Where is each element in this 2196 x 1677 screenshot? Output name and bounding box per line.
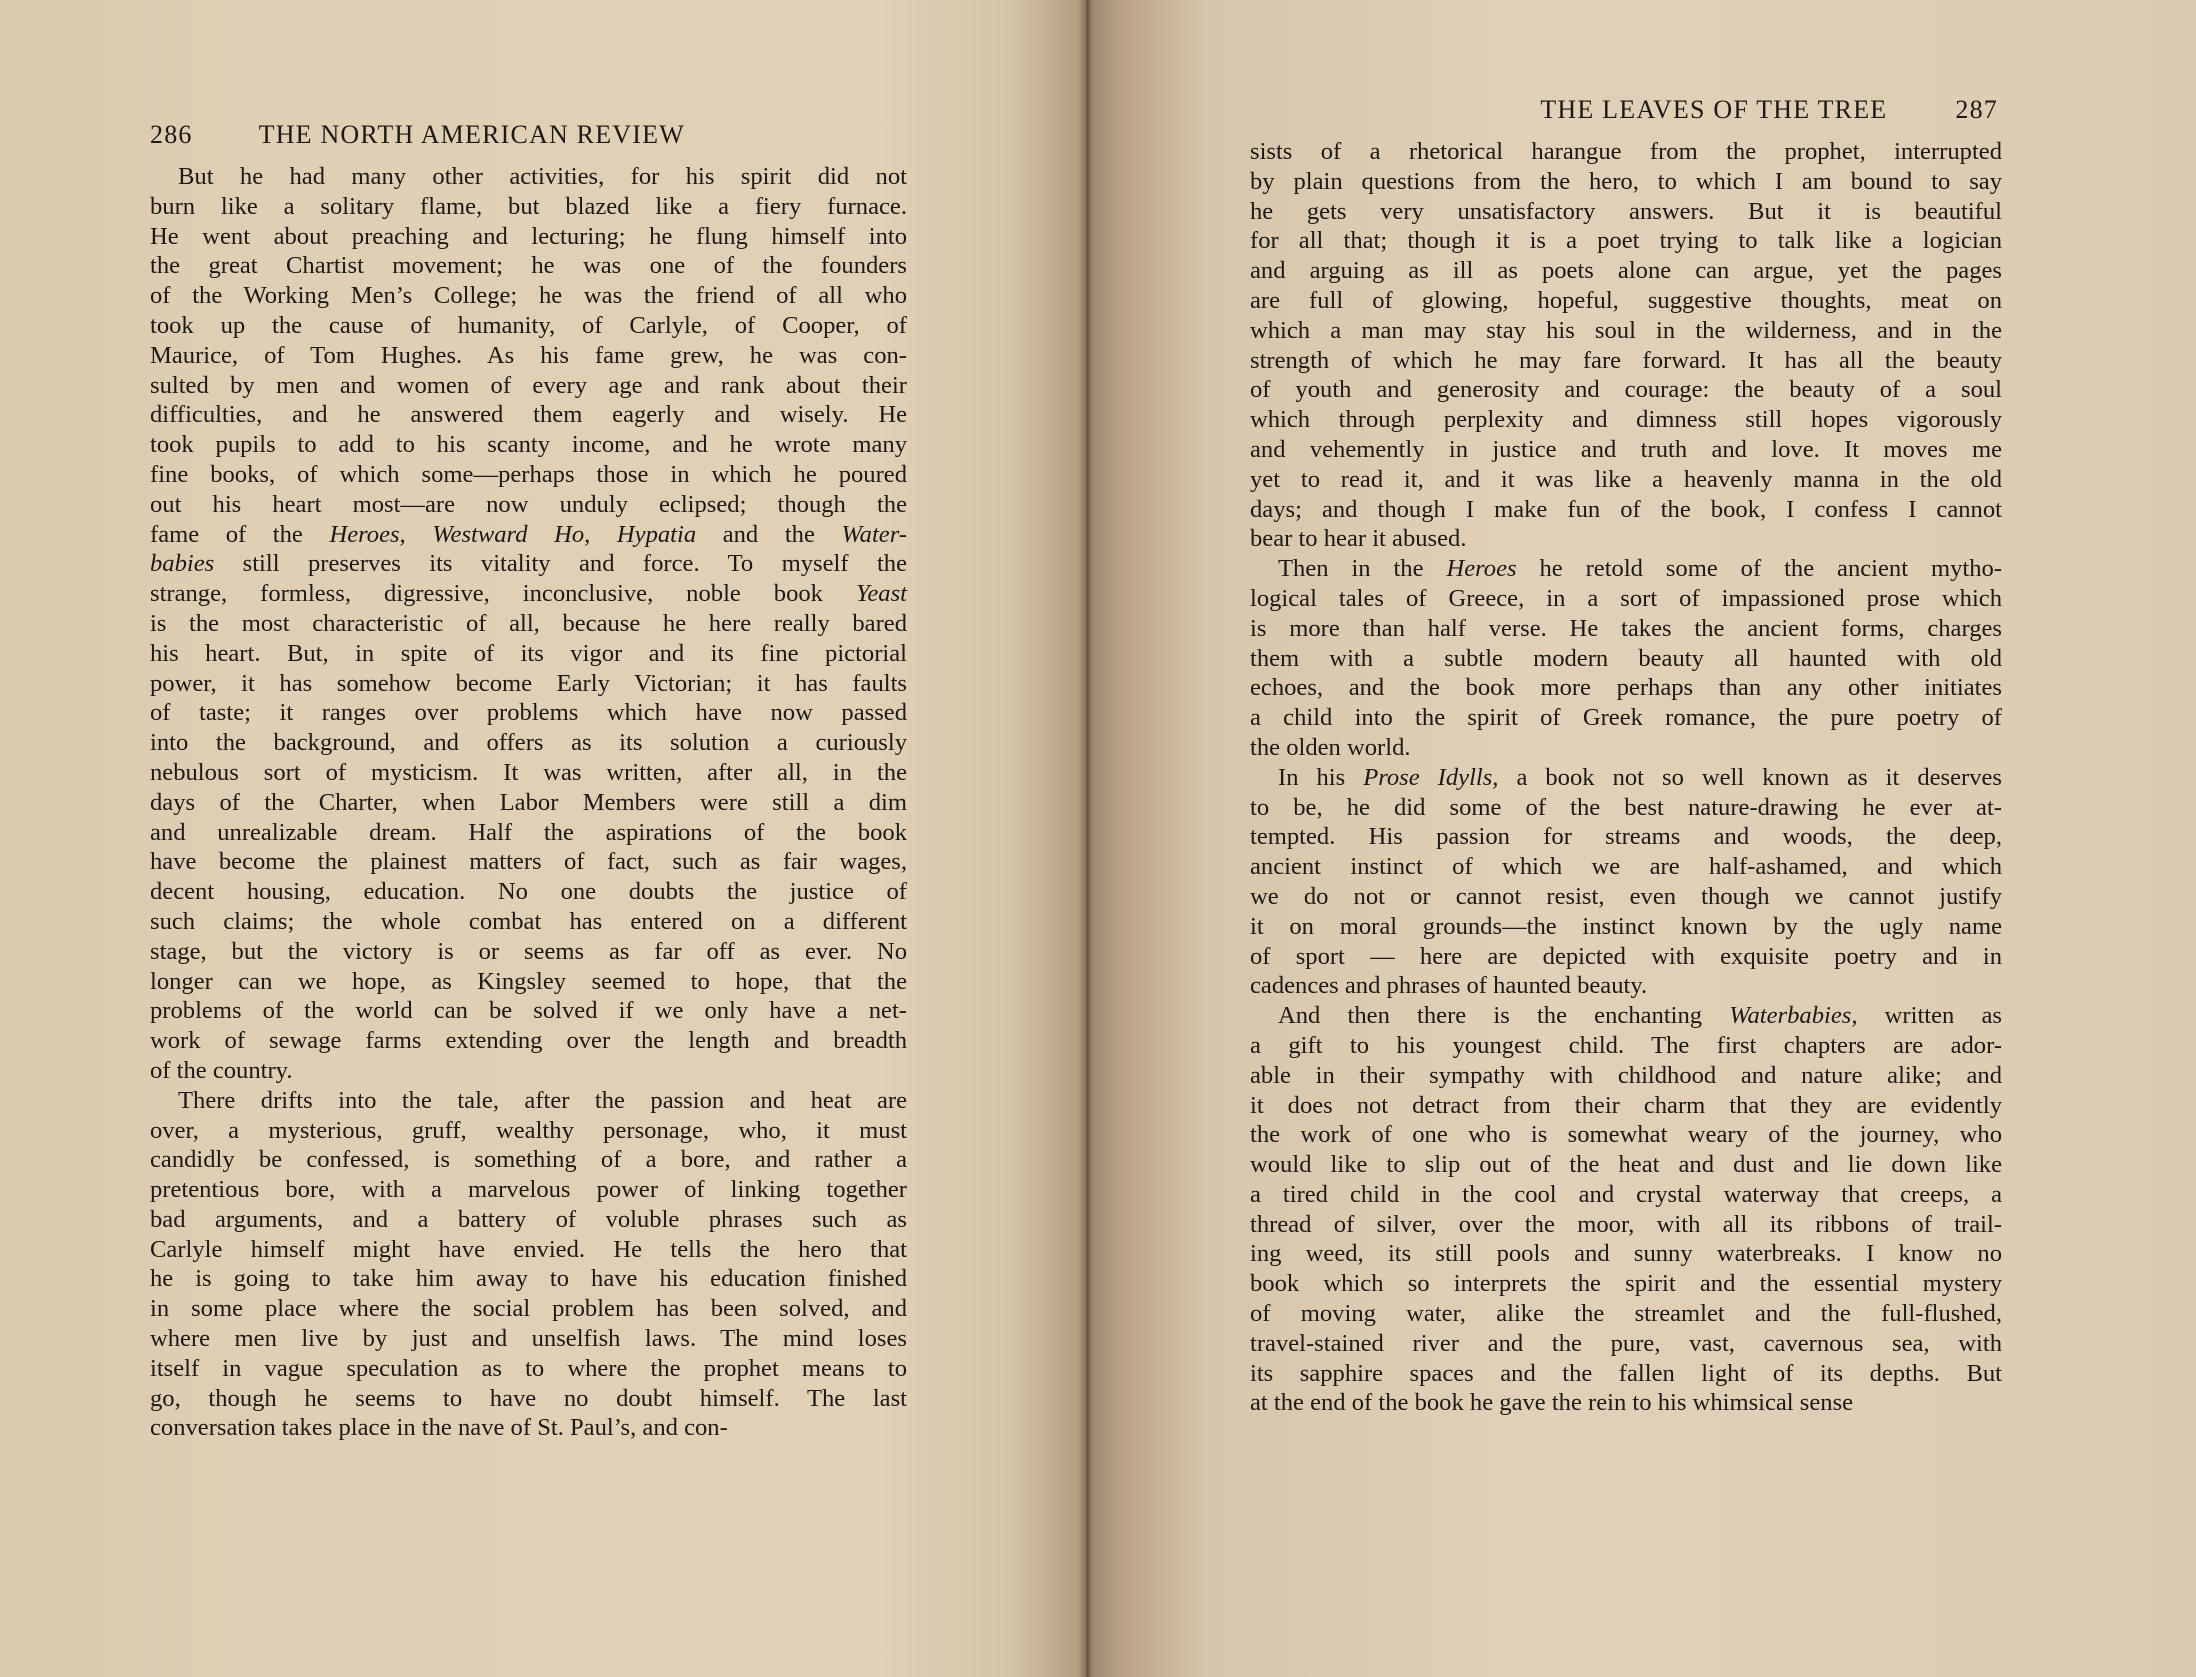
text-line: it on moral grounds—the instinct known by the ugly name xyxy=(1250,912,2002,940)
text-line: them with a subtle modern beauty all haunted with old xyxy=(1250,644,2002,672)
text-line: cadences and phrases of haunted beauty. xyxy=(1250,972,1648,1000)
text-line: work of sewage farms extending over the length and breadth xyxy=(150,1027,907,1055)
text-line: in some place where the social problem has been solved, and xyxy=(150,1295,907,1323)
text-line: longer can we hope, as Kingsley seemed to hope, that the xyxy=(150,967,907,995)
book-gutter xyxy=(1078,0,1096,1677)
text-line: the great Chartist movement; he was one of the founders xyxy=(150,252,907,280)
text-line: by plain questions from the hero, to which I am bound to say xyxy=(1250,167,2002,195)
text-line: And then there is the enchanting Waterbabies, written as xyxy=(1278,1002,2002,1030)
text-line: which through perplexity and dimness still hopes vigorously xyxy=(1250,406,2002,434)
right-page xyxy=(1250,95,2002,1418)
text-line: the work of one who is somewhat weary of the journey, who xyxy=(1250,1121,2002,1149)
text-line: ing weed, its still pools and sunny waterbreaks. I know no xyxy=(1250,1240,2002,1268)
paragraph xyxy=(150,1086,907,1444)
text-line: tempted. His passion for streams and woods, the deep, xyxy=(1250,823,2002,851)
text-line: his heart. But, in spite of its vigor and its fine pictorial xyxy=(150,639,907,667)
text-line: bad arguments, and a battery of voluble phrases such as xyxy=(150,1205,907,1233)
text-line: There drifts into the tale, after the passion and heat are xyxy=(178,1086,907,1114)
text-line: pretentious bore, with a marvelous power of linking together xyxy=(150,1176,907,1204)
paragraph xyxy=(1250,1001,2002,1418)
text-line: it does not detract from their charm that they are evidently xyxy=(1250,1091,2002,1119)
text-line: strange, formless, digressive, inconclusive, noble book Yeast xyxy=(150,580,907,608)
text-line: over, a mysterious, gruff, wealthy personage, who, it must xyxy=(150,1116,907,1144)
text-line: ancient instinct of which we are half-ashamed, and which xyxy=(1250,853,2002,881)
right-running-title: THE LEAVES OF THE TREE xyxy=(1540,95,1888,124)
text-line: would like to slip out of the heat and dust and lie down like xyxy=(1250,1151,2002,1179)
text-line: its sapphire spaces and the fallen light of its depths. But xyxy=(1250,1359,2002,1387)
left-page xyxy=(150,120,907,1443)
text-line: of sport — here are depicted with exquisite poetry and in xyxy=(1250,942,2002,970)
text-line: able in their sympathy with childhood and nature alike; and xyxy=(1250,1061,2002,1089)
text-line: candidly be confessed, is something of a bore, and rather a xyxy=(150,1146,907,1174)
text-line: are full of glowing, hopeful, suggestive thoughts, meat on xyxy=(1250,286,2002,314)
text-line: of the country. xyxy=(150,1056,293,1084)
text-line: difficulties, and he answered them eagerly and wisely. He xyxy=(150,401,907,429)
text-line: the olden world. xyxy=(1250,733,1411,761)
left-running-title: THE NORTH AMERICAN REVIEW xyxy=(258,120,685,149)
text-line: took up the cause of humanity, of Carlyle, of Cooper, of xyxy=(150,311,907,339)
text-line: babies still preserves its vitality and force. To myself the xyxy=(150,550,907,578)
text-line: of youth and generosity and courage: the beauty of a soul xyxy=(1250,376,2002,404)
text-line: for all that; though it is a poet trying to talk like a logician xyxy=(1250,227,2002,255)
text-line: and unrealizable dream. Half the aspirations of the book xyxy=(150,818,907,846)
text-line: out his heart most—are now unduly eclipsed; though the xyxy=(150,490,907,518)
text-line: book which so interprets the spirit and the essential mystery xyxy=(1250,1270,2002,1298)
text-line: problems of the world can be solved if we only have a net- xyxy=(150,997,907,1025)
text-line: decent housing, education. No one doubts the justice of xyxy=(150,878,907,906)
left-page-text xyxy=(150,162,907,1443)
text-line: bear to hear it abused. xyxy=(1250,525,1467,553)
text-line: go, though he seems to have no doubt himself. The last xyxy=(150,1384,907,1412)
text-line: a tired child in the cool and crystal waterway that creeps, a xyxy=(1250,1180,2002,1208)
text-line: Then in the Heroes he retold some of the ancient mytho- xyxy=(1278,555,2002,583)
text-line: he gets very unsatisfactory answers. But it is beautiful xyxy=(1250,197,2002,225)
text-line: But he had many other activities, for his spirit did not xyxy=(178,163,907,190)
right-page-text xyxy=(1250,137,2002,1418)
text-line: echoes, and the book more perhaps than any other initiates xyxy=(1250,674,2002,702)
text-line: to be, he did some of the best nature-drawing he ever at- xyxy=(1250,793,2002,821)
text-line: have become the plainest matters of fact, such as fair wages, xyxy=(150,848,907,876)
text-line: we do not or cannot resist, even though we cannot justify xyxy=(1250,882,2002,910)
text-line: is the most characteristic of all, because he here really bared xyxy=(150,609,907,637)
text-line: yet to read it, and it was like a heavenly manna in the old xyxy=(1250,465,2002,493)
paragraph xyxy=(1250,763,2002,1001)
text-line: travel-stained river and the pure, vast, cavernous sea, with xyxy=(1250,1329,2002,1357)
text-line: nebulous sort of mysticism. It was written, after all, in the xyxy=(150,758,907,786)
text-line: sulted by men and women of every age and rank about their xyxy=(150,371,907,399)
text-line: strength of which he may fare forward. It has all the beauty xyxy=(1250,346,2002,374)
text-line: days; and though I make fun of the book, I confess I cannot xyxy=(1250,495,2002,523)
text-line: Maurice, of Tom Hughes. As his fame grew, he was con- xyxy=(150,341,907,369)
text-line: itself in vague speculation as to where the prophet means to xyxy=(150,1354,907,1382)
text-line: fame of the Heroes, Westward Ho, Hypatia and the Water- xyxy=(150,520,907,548)
text-line: of taste; it ranges over problems which have now passed xyxy=(150,699,907,727)
left-running-head xyxy=(150,120,907,154)
text-line: logical tales of Greece, in a sort of impassioned prose which xyxy=(1250,584,2002,612)
text-line: such claims; the whole combat has entered on a different xyxy=(150,907,907,935)
paragraph xyxy=(1250,137,2002,554)
text-line: into the background, and offers as its solution a curiously xyxy=(150,729,907,757)
text-line: at the end of the book he gave the rein to his whimsical sense xyxy=(1250,1389,1854,1417)
text-line: a child into the spirit of Greek romance, the pure poetry of xyxy=(1250,704,2002,732)
text-line: fine books, of which some—perhaps those in which he poured xyxy=(150,460,907,488)
text-line: a gift to his youngest child. The first chapters are ador- xyxy=(1250,1031,2002,1059)
text-line: sists of a rhetorical harangue from the prophet, interrupted xyxy=(1250,138,2002,165)
text-line: power, it has somehow become Early Victorian; it has faults xyxy=(150,669,907,697)
text-line: which a man may stay his soul in the wilderness, and in the xyxy=(1250,316,2002,344)
text-line: and vehemently in justice and truth and love. It moves me xyxy=(1250,435,2002,463)
text-line: conversation takes place in the nave of St. Paul’s, and con- xyxy=(150,1414,728,1442)
text-line: stage, but the victory is or seems as far off as ever. No xyxy=(150,937,907,965)
right-running-head xyxy=(1250,95,2002,129)
text-line: In his Prose Idylls, a book not so well known as it deserves xyxy=(1278,763,2003,791)
text-line: He went about preaching and lecturing; he flung himself into xyxy=(150,222,907,250)
text-line: of the Working Men’s College; he was the friend of all who xyxy=(150,282,907,310)
text-line: thread of silver, over the moor, with all its ribbons of trail- xyxy=(1250,1210,2002,1238)
text-line: days of the Charter, when Labor Members were still a dim xyxy=(150,788,907,816)
text-line: took pupils to add to his scanty income, and he wrote many xyxy=(150,431,907,459)
text-line: Carlyle himself might have envied. He tells the hero that xyxy=(150,1235,907,1263)
text-line: is more than half verse. He takes the ancient forms, charges xyxy=(1250,614,2002,642)
text-line: of moving water, alike the streamlet and the full-flushed, xyxy=(1250,1300,2002,1328)
text-line: burn like a solitary flame, but blazed like a fiery furnace. xyxy=(150,192,907,220)
text-line: he is going to take him away to have his education finished xyxy=(150,1265,907,1293)
paragraph xyxy=(150,162,907,1086)
paragraph xyxy=(1250,554,2002,763)
left-page-number: 286 xyxy=(150,120,193,149)
right-page-number: 287 xyxy=(1955,95,1998,124)
text-line: and arguing as ill as poets alone can argue, yet the pages xyxy=(1250,257,2002,285)
text-line: where men live by just and unselfish laws. The mind loses xyxy=(150,1325,907,1353)
